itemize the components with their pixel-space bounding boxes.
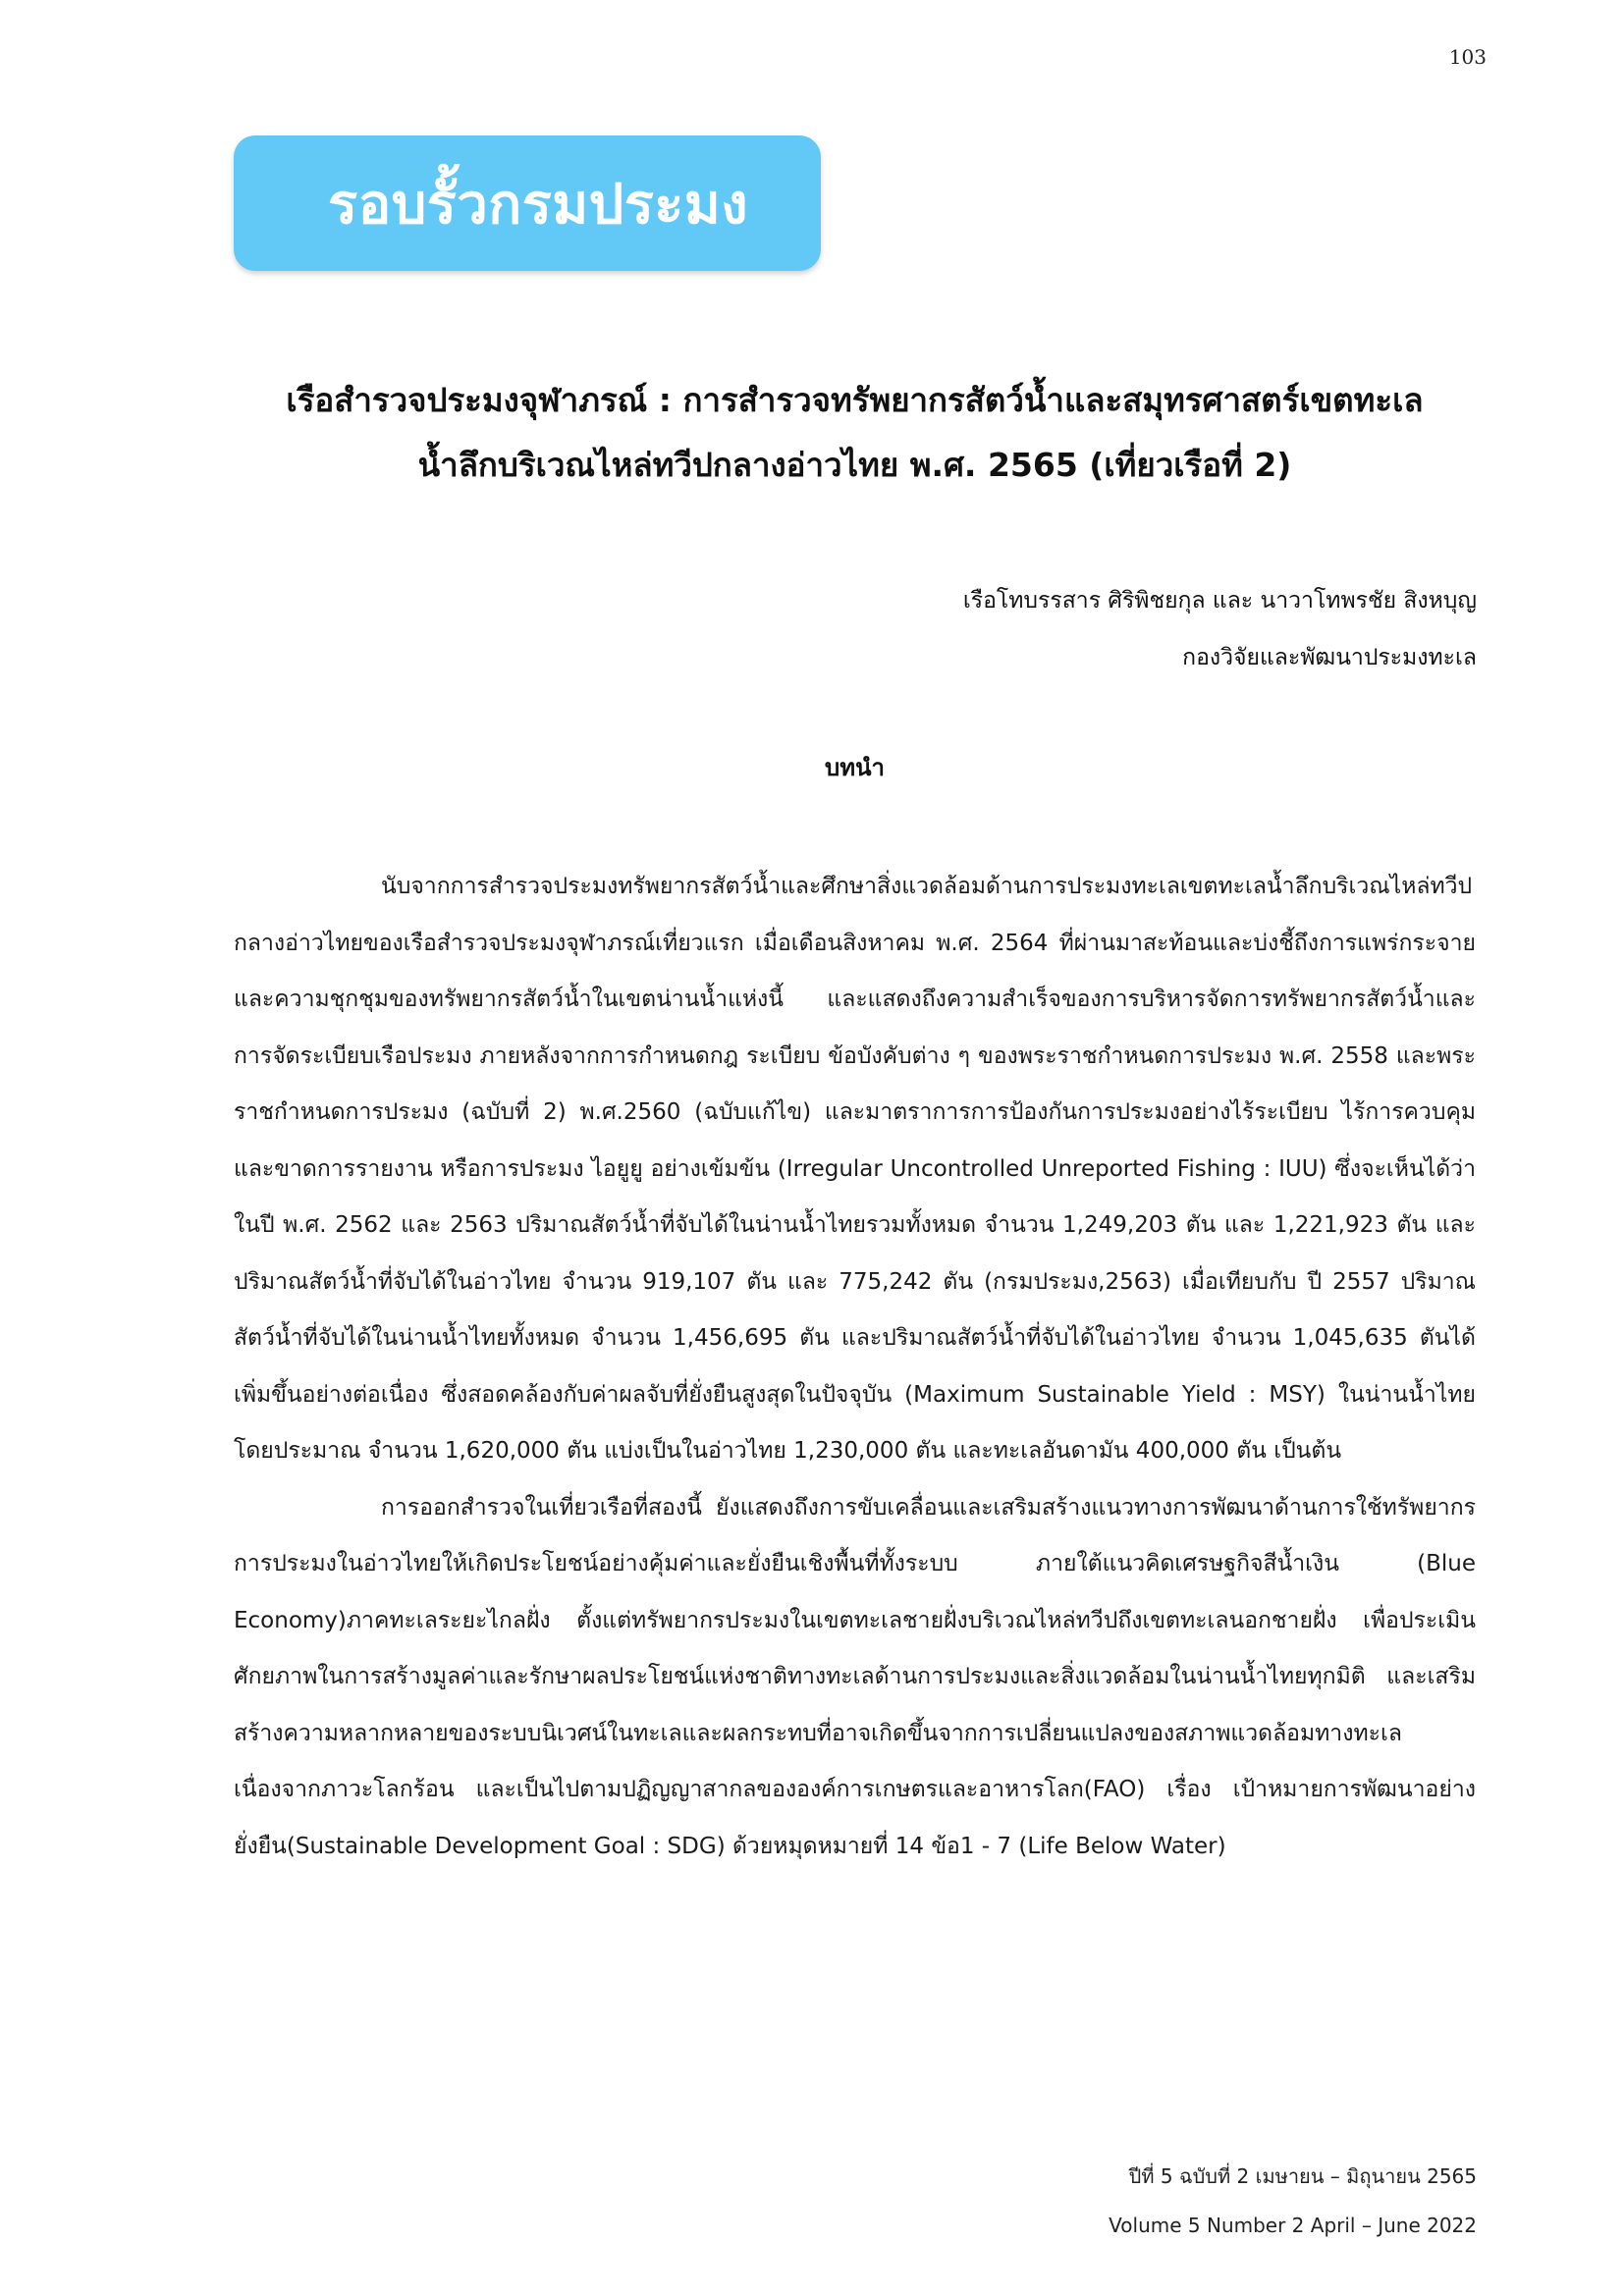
footer-english: Volume 5 Number 2 April – June 2022 [1109,2214,1477,2237]
journal-footer [1109,2152,1477,2250]
page-number: 103 [1448,45,1487,69]
article-title-line-2: น้ำลึกบริเวณไหล่ทวีปกลางอ่าวไทย พ.ศ. 2565 (เที่ยวเรือที่ 2) [417,446,1292,484]
article-title [234,368,1476,498]
paragraph: นับจากการสำรวจประมงทรัพยากรสัตว์น้ำและศึกษาสิ่งแวดล้อมด้านการประมงทะเลเขตทะเลน้ำลึกบริเวณไหล่ทวีปกลางอ่าวไทยของเรือสำรวจประมงจุฬาภรณ์เที่ยวแรก เมื่อเดือนสิงหาคม พ.ศ. 2564 ที่ผ่านมาสะท้อนและบ่งชี้ถึงการแพร่กระจายและความชุกชุมของทรัพยากรสัตว์น้ำในเขตน่านน้ำแห่งนี้ และแสดงถึงความสำเร็จของการบริหารจัดการทรัพยากรสัตว์น้ำและการจัดระเบียบเรือประมง ภายหลังจากการกำหนดกฎ ระเบียบ ข้อบังคับต่าง ๆ ของพระราชกำหนดการประมง พ.ศ. 2558 และพระราชกำหนดการประมง (ฉบับที่ 2) พ.ศ.2560 (ฉบับแก้ไข) และมาตราการการป้องกันการประมงอย่างไร้ระเบียบ ไร้การควบคุม และขาดการรายงาน หรือการประมง ไอยูยู อย่างเข้มข้น (Irregular Uncontrolled Unreported Fishing : IUU) ซึ่งจะเห็นได้ว่าในปี พ.ศ. 2562 และ 2563 ปริมาณสัตว์น้ำที่จับได้ในน่านน้ำไทยรวมทั้งหมด จำนวน 1,249,203 ตัน และ 1,221,923 ตัน และปริมาณสัตว์น้ำที่จับได้ในอ่าวไทย จำนวน 919,107 ตัน และ 775,242 ตัน (กรมประมง,2563) เมื่อเทียบกับ ปี 2557 ปริมาณสัตว์น้ำที่จับได้ในน่านน้ำไทยทั้งหมด จำนวน 1,456,695 ตัน และปริมาณสัตว์น้ำที่จับได้ในอ่าวไทย จำนวน 1,045,635 ตันได้เพิ่มขึ้นอย่างต่อเนื่อง ซึ่งสอดคล้องกับค่าผลจับที่ยั่งยืนสูงสุดในปัจจุบัน (Maximum Sustainable Yield : MSY) ในน่านน้ำไทยโดยประมาณ จำนวน 1,620,000 ตัน แบ่งเป็นในอ่าวไทย 1,230,000 ตัน และทะเลอันดามัน 400,000 ตัน เป็นต้น [234,874,1476,1464]
author-block [963,572,1477,686]
authors: เรือโทบรรสาร ศิริพิชยกุล และ นาวาโทพรชัย สิงหบุญ [962,588,1477,614]
section-heading: บทนำ [825,754,885,781]
affiliation: กองวิจัยและพัฒนาประมงทะเล [1182,645,1477,670]
paragraph: การออกสำรวจในเที่ยวเรือที่สองนี้ ยังแสดงถึงการขับเคลื่อนและเสริมสร้างแนวทางการพัฒนาด้านการใช้ทรัพยากรการประมงในอ่าวไทยให้เกิดประโยชน์อย่างคุ้มค่าและยั่งยืนเชิงพื้นที่ทั้งระบบ ภายใต้แนวคิดเศรษฐกิจสีน้ำเงิน (Blue Economy)ภาคทะเลระยะไกลฝั่ง ตั้งแต่ทรัพยากรประมงในเขตทะเลชายฝั่งบริเวณไหล่ทวีปถึงเขตทะเลนอกชายฝั่ง เพื่อประเมินศักยภาพในการสร้างมูลค่าและรักษาผลประโยชน์แห่งชาติทางทะเลด้านการประมงและสิ่งแวดล้อมในน่านน้ำไทยทุกมิติ และเสริมสร้างความหลากหลายของระบบนิเวศน์ในทะเลและผลกระทบที่อาจเกิดขึ้นจากการเปลี่ยนแปลงของสภาพแวดล้อมทางทะเลเนื่องจากภาวะโลกร้อน และเป็นไปตามปฏิญญาสากลขององค์การเกษตรและอาหารโลก(FAO) เรื่อง เป้าหมายการพัฒนาอย่างยั่งยืน(Sustainable Development Goal : SDG) ด้วยหมุดหมายที่ 14 ข้อ1 - 7 (Life Below Water) [234,1494,1476,1859]
section-banner-text: รอบรั้วกรมประมง [328,172,749,237]
body-text [234,859,1476,1875]
article-title-line-1: เรือสำรวจประมงจุฬาภรณ์ : การสำรวจทรัพยากรสัตว์น้ำและสมุทรศาสตร์เขตทะเล [286,381,1424,419]
footer-thai: ปีที่ 5 ฉบับที่ 2 เมษายน – มิถุนายน 2565 [1128,2164,1477,2188]
section-banner [234,135,821,271]
